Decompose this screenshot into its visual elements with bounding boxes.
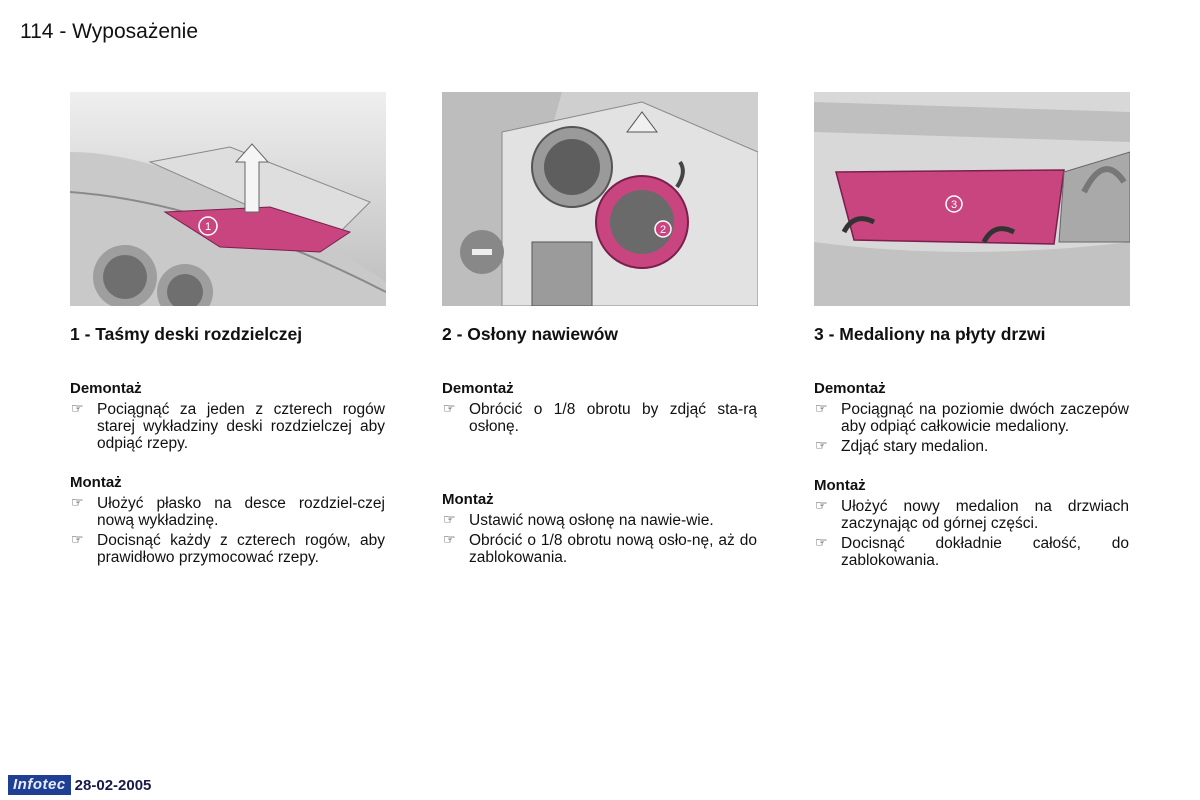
list-item: ☞ Ułożyć nowy medalion na drzwiach zaczynając od górnej części.	[815, 498, 1129, 532]
list-item: ☞ Ułożyć płasko na desce rozdziel-czej nową wykładzinę.	[71, 495, 385, 529]
pointing-hand-icon: ☞	[443, 512, 456, 528]
mounting-list	[814, 498, 1134, 569]
section-title: 1 - Taśmy deski rozdzielczej	[70, 324, 303, 344]
pointing-hand-icon: ☞	[71, 401, 84, 417]
vent-illustration	[442, 92, 758, 306]
figure-door-medallions	[814, 92, 1130, 306]
figure-vent-covers	[442, 92, 758, 306]
removal-list	[70, 401, 390, 452]
pointing-hand-icon: ☞	[815, 401, 828, 417]
list-item: ☞ Pociągnąć na poziomie dwóch zaczepów aby odpiąć całkowicie medaliony.	[815, 401, 1129, 435]
pointing-hand-icon: ☞	[815, 498, 828, 514]
list-item: ☞ Ustawić nową osłonę na nawie-wie.	[443, 512, 714, 529]
list-item: ☞ Obrócić o 1/8 obrotu by zdjąć sta-rą osłonę.	[443, 401, 757, 435]
section-title: 2 - Osłony nawiewów	[442, 324, 619, 344]
list-item: ☞ Pociągnąć za jeden z czterech rogów starej wykładziny deski rozdzielczej aby odpiąć rzepy.	[71, 401, 385, 452]
figure-marker-2: 2	[659, 224, 667, 236]
mounting-heading: Montaż	[70, 474, 122, 491]
removal-heading: Demontaż	[442, 380, 514, 397]
figure-dashboard-trim	[70, 92, 386, 306]
list-item: ☞ Docisnąć dokładnie całość, do zablokowania.	[815, 535, 1129, 569]
pointing-hand-icon: ☞	[443, 401, 456, 417]
infotec-logo: Infotec	[8, 775, 71, 795]
mounting-heading: Montaż	[442, 491, 494, 508]
pointing-hand-icon: ☞	[443, 532, 456, 548]
list-item: ☞ Docisnąć każdy z czterech rogów, aby prawidłowo przymocować rzepy.	[71, 532, 385, 566]
list-item: ☞ Zdjąć stary medalion.	[815, 438, 989, 455]
mounting-list	[70, 495, 390, 566]
removal-list	[814, 401, 1134, 455]
mounting-heading: Montaż	[814, 477, 866, 494]
removal-heading: Demontaż	[814, 380, 886, 397]
page-footer	[8, 775, 151, 795]
section-door-medallions	[814, 92, 1134, 572]
page-header: 114 - Wyposażenie	[20, 20, 199, 43]
pointing-hand-icon: ☞	[71, 532, 84, 548]
section-vent-covers	[442, 92, 762, 569]
mounting-list	[442, 512, 762, 566]
dashboard-illustration	[70, 92, 386, 306]
pointing-hand-icon: ☞	[815, 535, 828, 551]
figure-marker-1: 1	[204, 221, 212, 233]
section-title: 3 - Medaliony na płyty drzwi	[814, 324, 1046, 344]
pointing-hand-icon: ☞	[71, 495, 84, 511]
figure-marker-3: 3	[950, 199, 958, 211]
pointing-hand-icon: ☞	[815, 438, 828, 454]
list-item: ☞ Obrócić o 1/8 obrotu nową osło-nę, aż do zablokowania.	[443, 532, 757, 566]
removal-heading: Demontaż	[70, 380, 142, 397]
removal-list	[442, 401, 762, 435]
door-illustration	[814, 92, 1130, 306]
footer-date: 28-02-2005	[74, 776, 152, 794]
section-dashboard-trim	[70, 92, 390, 569]
